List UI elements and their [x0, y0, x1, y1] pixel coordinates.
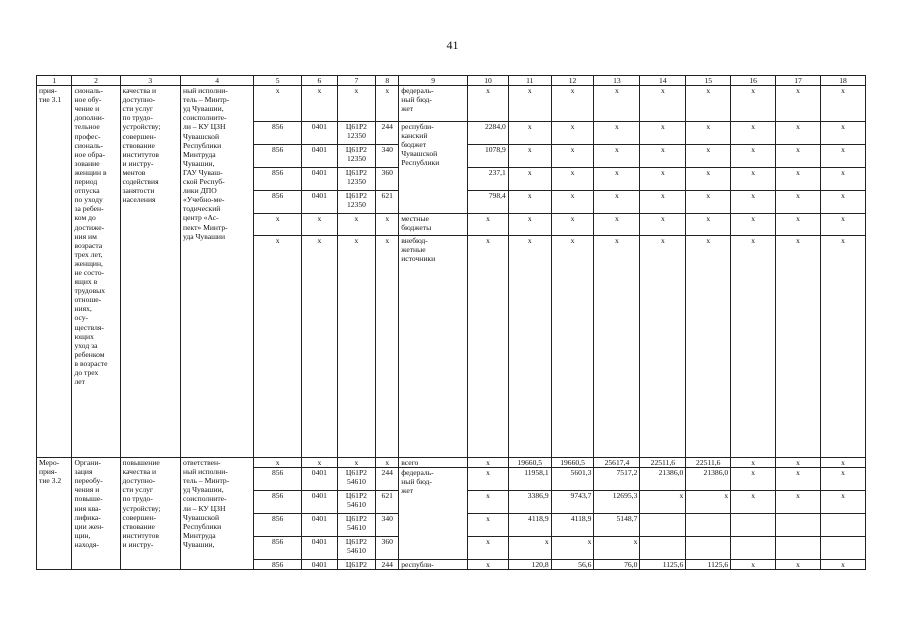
value-cell: x: [731, 468, 776, 491]
value-cell: x: [731, 236, 776, 458]
value-cell: x: [551, 214, 594, 236]
value-cell: x: [731, 214, 776, 236]
value-cell: x: [820, 458, 865, 468]
value-cell: x: [508, 537, 551, 560]
value-cell: [686, 514, 731, 537]
value-cell: x: [820, 145, 865, 168]
value-cell: 9743,7: [551, 491, 594, 514]
value-cell: x: [640, 491, 686, 514]
column-header: 14: [640, 76, 686, 86]
value-cell: x: [302, 214, 337, 236]
value-cell: 340: [376, 145, 399, 168]
value-cell: x: [551, 168, 594, 191]
value-cell: 798,4: [468, 191, 509, 214]
value-cell: x: [508, 145, 551, 168]
value-cell: 856: [254, 191, 302, 214]
value-cell: x: [776, 491, 821, 514]
column-header: 17: [776, 76, 821, 86]
value-cell: x: [468, 458, 509, 468]
column-header: 4: [181, 76, 254, 86]
value-cell: 5148,7: [594, 514, 640, 537]
value-cell: 237,1: [468, 168, 509, 191]
value-cell: Ц61Р2 54610: [337, 491, 376, 514]
value-cell: Ц61Р2 12350: [337, 191, 376, 214]
value-cell: 856: [254, 560, 302, 570]
value-cell: 12695,3: [594, 491, 640, 514]
value-cell: x: [640, 122, 686, 145]
value-cell: x: [686, 191, 731, 214]
value-cell: x: [376, 86, 399, 122]
value-cell: x: [640, 168, 686, 191]
value-cell: x: [508, 191, 551, 214]
value-cell: x: [594, 86, 640, 122]
value-cell: 856: [254, 168, 302, 191]
value-cell: x: [508, 168, 551, 191]
value-cell: x: [551, 145, 594, 168]
value-cell: Ц61Р2: [337, 560, 376, 570]
value-cell: x: [820, 236, 865, 458]
value-cell: x: [731, 145, 776, 168]
value-cell: 0401: [302, 537, 337, 560]
value-cell: x: [776, 191, 821, 214]
value-cell: [731, 537, 776, 560]
value-cell: x: [686, 236, 731, 458]
value-cell: x: [686, 86, 731, 122]
value-cell: x: [551, 86, 594, 122]
value-cell: [640, 514, 686, 537]
measure-name: сиональ- ное обу- чение и дополни- тельное профес- сиональ- ное обра- зование женщин в период отпуска по уходу за ребен- ком до достиже- ния им возраста трех лет, женщин, не состо- ящих в трудовых отноше- ниях, осу- ществля- ющих уход за ребенком в возрасте до трех лет: [72, 86, 120, 458]
value-cell: 4118,9: [508, 514, 551, 537]
column-header: 10: [468, 76, 509, 86]
column-header: 9: [399, 76, 468, 86]
value-cell: x: [776, 468, 821, 491]
value-cell: 120,8: [508, 560, 551, 570]
value-cell: 0401: [302, 122, 337, 145]
value-cell: x: [302, 458, 337, 468]
value-cell: x: [640, 214, 686, 236]
value-cell: Ц61Р2 54610: [337, 514, 376, 537]
value-cell: 856: [254, 122, 302, 145]
value-cell: x: [776, 214, 821, 236]
value-cell: [640, 537, 686, 560]
value-cell: x: [551, 122, 594, 145]
funding-source: местные бюджеты: [399, 214, 468, 236]
value-cell: x: [731, 458, 776, 468]
value-cell: x: [640, 191, 686, 214]
value-cell: Ц61Р2 54610: [337, 468, 376, 491]
value-cell: [731, 514, 776, 537]
value-cell: 340: [376, 514, 399, 537]
value-cell: x: [686, 491, 731, 514]
column-header: 16: [731, 76, 776, 86]
measure-name: Органи- зация переобу- чения и повыше- ния ква- лифика- ции жен- щин, находя-: [72, 458, 120, 570]
value-cell: x: [551, 236, 594, 458]
value-cell: x: [254, 458, 302, 468]
value-cell: 621: [376, 191, 399, 214]
value-cell: x: [376, 214, 399, 236]
value-cell: x: [508, 122, 551, 145]
value-cell: x: [640, 86, 686, 122]
executor-cell: ный исполни- тель – Минтр- уд Чувашии, соисполните- ли – КУ ЦЗН Чувашской Республики Минтруда Чувашии, ГАУ Чуваш- ской Респуб- лики ДПО «Учебно-ме- тодический центр «Ас- пект» Минтр- уда Чувашии: [181, 86, 254, 458]
measure-number: Меро- прия- тие 3.2: [37, 458, 72, 570]
value-cell: x: [776, 458, 821, 468]
executor-cell: ответствен- ный исполни- тель – Минтр- уд Чувашии, соисполните- ли – КУ ЦЗН Чувашской Республики Минтруда Чувашии,: [181, 458, 254, 570]
value-cell: x: [594, 537, 640, 560]
value-cell: x: [820, 122, 865, 145]
value-cell: x: [254, 236, 302, 458]
value-cell: Ц61Р2 54610: [337, 537, 376, 560]
task-cell: качества и доступно- сти услуг по трудо- устройству; совершен- ствование институтов и инстру- ментов содействия занятости населения: [120, 86, 181, 458]
value-cell: x: [594, 191, 640, 214]
value-cell: 56,6: [551, 560, 594, 570]
page-number: 41: [446, 38, 459, 52]
value-cell: 0401: [302, 168, 337, 191]
value-cell: [686, 537, 731, 560]
value-cell: x: [731, 168, 776, 191]
value-cell: 11958,1: [508, 468, 551, 491]
value-cell: 19660,5: [551, 458, 594, 468]
value-cell: 1125,6: [686, 560, 731, 570]
value-cell: 22511,6: [686, 458, 731, 468]
value-cell: x: [776, 168, 821, 191]
column-header: 7: [337, 76, 376, 86]
value-cell: x: [594, 214, 640, 236]
value-cell: x: [776, 236, 821, 458]
value-cell: 244: [376, 122, 399, 145]
value-cell: 7517,2: [594, 468, 640, 491]
column-header: 8: [376, 76, 399, 86]
value-cell: x: [337, 214, 376, 236]
value-cell: x: [468, 236, 509, 458]
funding-source: внебюд- жетные источники: [399, 236, 468, 458]
value-cell: x: [686, 122, 731, 145]
table-row: [37, 458, 866, 468]
value-cell: x: [594, 145, 640, 168]
value-cell: 856: [254, 491, 302, 514]
value-cell: [820, 514, 865, 537]
value-cell: x: [731, 122, 776, 145]
value-cell: x: [376, 458, 399, 468]
value-cell: x: [468, 537, 509, 560]
value-cell: 25617,4: [594, 458, 640, 468]
value-cell: x: [640, 236, 686, 458]
value-cell: x: [731, 491, 776, 514]
value-cell: 21386,0: [640, 468, 686, 491]
value-cell: x: [594, 236, 640, 458]
header-row: [37, 76, 866, 86]
value-cell: x: [468, 214, 509, 236]
column-header: 5: [254, 76, 302, 86]
value-cell: 1078,9: [468, 145, 509, 168]
value-cell: x: [820, 560, 865, 570]
value-cell: x: [820, 214, 865, 236]
value-cell: x: [302, 236, 337, 458]
budget-table: [36, 75, 866, 570]
value-cell: x: [820, 86, 865, 122]
column-header: 1: [37, 76, 72, 86]
value-cell: x: [508, 236, 551, 458]
column-header: 12: [551, 76, 594, 86]
value-cell: x: [776, 122, 821, 145]
column-header: 13: [594, 76, 640, 86]
value-cell: 22511,6: [640, 458, 686, 468]
value-cell: x: [820, 191, 865, 214]
value-cell: x: [551, 191, 594, 214]
value-cell: 360: [376, 168, 399, 191]
value-cell: x: [776, 560, 821, 570]
value-cell: x: [376, 236, 399, 458]
value-cell: 856: [254, 537, 302, 560]
column-header: 18: [820, 76, 865, 86]
value-cell: 0401: [302, 560, 337, 570]
value-cell: 0401: [302, 491, 337, 514]
value-cell: 0401: [302, 145, 337, 168]
value-cell: x: [686, 145, 731, 168]
column-header: 15: [686, 76, 731, 86]
column-header: 2: [72, 76, 120, 86]
value-cell: [820, 537, 865, 560]
value-cell: x: [686, 214, 731, 236]
value-cell: x: [686, 168, 731, 191]
value-cell: 2284,0: [468, 122, 509, 145]
value-cell: 21386,0: [686, 468, 731, 491]
value-cell: 0401: [302, 514, 337, 537]
task-cell: повышение качества и доступно- сти услуг по трудо- устройству; совершен- ствование институтов и инстру-: [120, 458, 181, 570]
value-cell: x: [594, 122, 640, 145]
value-cell: x: [468, 468, 509, 491]
value-cell: x: [776, 145, 821, 168]
column-header: 3: [120, 76, 181, 86]
value-cell: 1125,6: [640, 560, 686, 570]
measure-number: прия- тие 3.1: [37, 86, 72, 458]
value-cell: x: [820, 491, 865, 514]
value-cell: x: [551, 537, 594, 560]
value-cell: x: [468, 86, 509, 122]
value-cell: [776, 514, 821, 537]
value-cell: 856: [254, 145, 302, 168]
column-header: 11: [508, 76, 551, 86]
value-cell: 244: [376, 560, 399, 570]
funding-source: федераль- ный бюд- жет: [399, 468, 468, 560]
value-cell: [776, 537, 821, 560]
value-cell: 3386,9: [508, 491, 551, 514]
value-cell: 621: [376, 491, 399, 514]
value-cell: x: [254, 86, 302, 122]
funding-source: республи- канский бюджет Чувашской Республики: [399, 122, 468, 214]
funding-source: федераль- ный бюд- жет: [399, 86, 468, 122]
value-cell: 4118,9: [551, 514, 594, 537]
value-cell: 5601,3: [551, 468, 594, 491]
value-cell: x: [776, 86, 821, 122]
value-cell: 856: [254, 514, 302, 537]
funding-source: республи-: [399, 560, 468, 570]
value-cell: x: [468, 491, 509, 514]
value-cell: 19660,5: [508, 458, 551, 468]
value-cell: Ц61Р2 12350: [337, 168, 376, 191]
value-cell: x: [731, 560, 776, 570]
value-cell: x: [302, 86, 337, 122]
value-cell: x: [337, 236, 376, 458]
value-cell: x: [508, 86, 551, 122]
value-cell: x: [468, 514, 509, 537]
column-header: 6: [302, 76, 337, 86]
funding-source: всего: [399, 458, 468, 468]
value-cell: x: [594, 168, 640, 191]
value-cell: Ц61Р2 12350: [337, 122, 376, 145]
value-cell: x: [820, 168, 865, 191]
value-cell: 856: [254, 468, 302, 491]
value-cell: x: [731, 191, 776, 214]
value-cell: x: [468, 560, 509, 570]
value-cell: 0401: [302, 468, 337, 491]
value-cell: x: [337, 458, 376, 468]
value-cell: 360: [376, 537, 399, 560]
value-cell: x: [731, 86, 776, 122]
value-cell: x: [254, 214, 302, 236]
table-row: [37, 86, 866, 122]
value-cell: 76,0: [594, 560, 640, 570]
value-cell: x: [337, 86, 376, 122]
value-cell: x: [640, 145, 686, 168]
value-cell: x: [820, 468, 865, 491]
value-cell: 0401: [302, 191, 337, 214]
value-cell: Ц61Р2 12350: [337, 145, 376, 168]
value-cell: x: [508, 214, 551, 236]
value-cell: 244: [376, 468, 399, 491]
